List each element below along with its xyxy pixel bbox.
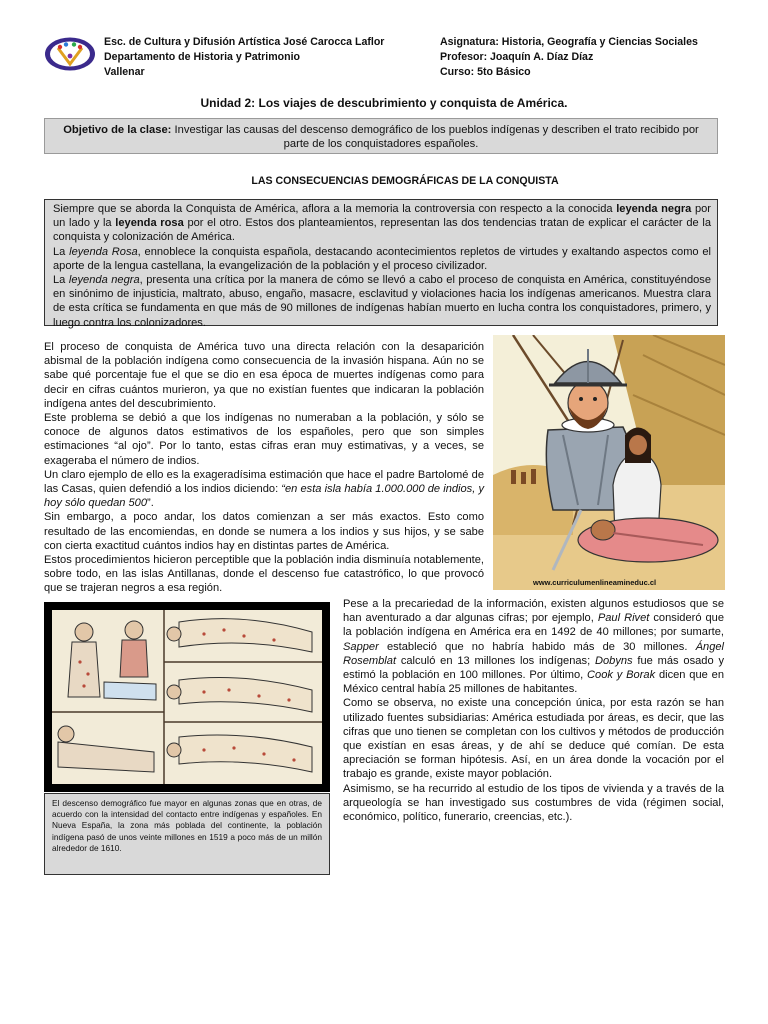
text-run: leyenda Rosa <box>69 245 138 258</box>
text-run: dicen que en México central había 25 millones de habitantes. <box>343 669 724 696</box>
subject-line: Asignatura: Historia, Geografía y Ciencias Sociales <box>440 36 698 48</box>
objective-label: Objetivo de la clase: <box>63 124 172 136</box>
left-column-text <box>44 340 484 596</box>
left-paragraphs-paragraph <box>44 468 484 511</box>
text-run: leyenda rosa <box>115 217 184 230</box>
unit-title: Unidad 2: Los viajes de descubrimiento y conquista de América. <box>200 96 568 110</box>
city-name: Vallenar <box>104 66 145 78</box>
caption-text: El descenso demográfico fue mayor en algunas zonas que en otras, de acuerdo con la intensidad del contacto entre indígenas y españoles. En Nueva España, la zona más poblada del continente, la población indígena pasó de unos veinte millones en 1519 a poco más de un millón alrededor de 1610. <box>52 798 322 853</box>
text-run: El proceso de conquista de América tuvo una directa relación con la desaparición abismal de la población indígena como consecuencia de la invasión hispana. Aún no se sabe qué porcentaje fue el que se dio en esa época de muertes indígenas como para decir en cifras cuántos murieron, ya que no existían fuentes que indicaran la población indígena antes del descubrimiento. <box>44 341 484 410</box>
text-run: , ennoblece la conquista española, destacando acontecimientos repletos de virtudes y exaltando aspectos como el aporte de la lengua castellana, la evangelización de la población y el proceso civilizador. <box>53 245 712 272</box>
header-course-info <box>440 35 698 80</box>
text-run: Ángel Rosemblat <box>343 640 724 667</box>
text-run: “en esta isla había 1.000.000 de indios, y hoy sólo quedan 500 <box>44 483 484 510</box>
teacher-line: Profesor: Joaquín A. Díaz Díaz <box>440 51 594 63</box>
objective-box <box>44 118 718 154</box>
text-run: Este problema se debió a que los indígenas no numeraban a la población, y sólo se conoce de algunos datos estimativos de los españoles, pero que son simples estimaciones “al ojo”. Por lo tanto, estas cifras eran muy estimativas, y a veces, se exageraba el número de indios. <box>44 412 484 467</box>
text-run: Un claro ejemplo de ello es la exageradísima estimación que hace el padre Bartolomé de las Casas, quien defendió a los indios diciendo: <box>44 468 484 496</box>
illustration-watermark: www.curriculumenlineamineduc.cl <box>533 578 657 587</box>
right-column-text <box>343 597 724 824</box>
text-run: consideró que la población indígena en América era en 1492 de 40 millones; por sumarte, <box>343 612 725 639</box>
left-paragraphs-paragraph <box>44 553 484 596</box>
department-name: Departamento de Historia y Patrimonio <box>104 51 301 63</box>
text-run: Asimismo, se ha recurrido al estudio de los tipos de vivienda y a través de la arqueología se han investigado sus costumbres de vida (régimen social, económico, político, funerario, creencias, etc.). <box>343 782 724 824</box>
header-school-info <box>104 35 384 80</box>
text-run: Sapper <box>343 640 379 653</box>
text-run: Cook y Borak <box>587 669 656 682</box>
text-run: leyenda negra <box>616 203 692 215</box>
text-run: Siempre que se aborda la Conquista de América, aflora a la memoria la controversia con respecto a la conocida <box>53 203 617 215</box>
text-run: , presenta una crítica por la manera de cómo se llevó a cabo el proceso de conquista en América, constituyéndose en sinónimo de injusticia, maltrato, abuso, engaño, masacre, esclavitud y violaciones hacia los indígenas americanos. Muestra clara de esta crítica se fundamenta en que más de 90 millones de indígenas habían muerto en lucha contra los conquistadores, primero, y luego contra los colonizadores. <box>53 274 712 329</box>
text-run: Dobyns <box>594 654 633 667</box>
text-run: estableció que no habría habido más de 30 millones. <box>378 640 696 653</box>
text-run: Paul Rivet <box>597 612 650 625</box>
text-run: calculó en 13 millones los indígenas; <box>396 654 595 667</box>
right-paragraphs-paragraph <box>343 597 724 696</box>
text-run: por el otro. Estos dos planteamientos, representan las dos tendencias tratan de explicar el carácter de la conquista y colonización de América. <box>53 217 711 244</box>
objective-text: Investigar las causas del descenso demográfico de los pueblos indígenas y describen el trato recibido por parte de los conquistadores españoles. <box>171 124 699 150</box>
intro-paragraph <box>53 273 711 330</box>
image-caption <box>44 793 330 875</box>
text-run: Pese a la precariedad de la información, existen algunos estudiosos que se han aventurado a dar algunas cifras; por ejemplo, <box>343 598 724 625</box>
conquistador-illustration <box>493 335 725 590</box>
intro-paragraph <box>53 245 711 273</box>
text-run: ”. <box>147 497 154 510</box>
left-paragraphs-paragraph <box>44 510 484 553</box>
text-run: Sin embargo, a poco andar, los datos comienzan a ser más exactos. Esto como resultado de las encomiendas, en donde se numera a los indios y sus hijos, y se sabe con cierta exactitud cuántos indios hay en distintas partes de América. <box>44 511 484 552</box>
text-run: por un lado y la <box>53 203 712 230</box>
text-run: leyenda negra <box>68 274 140 287</box>
text-run: fue más osado y estimó la población en 100 millones. Por último, <box>343 654 725 682</box>
course-line: Curso: 5to Básico <box>440 66 531 78</box>
text-run: Estos procedimientos hicieron perceptible que la población india disminuía notablemente, sobre todo, en las islas Antillanas, donde el descenso fue catastrófico, lo que provocó que se trajeran negros a esa región. <box>44 554 484 595</box>
school-logo <box>44 36 96 72</box>
intro-paragraph <box>53 202 711 245</box>
school-name: Esc. de Cultura y Difusión Artística José Carocca Laflor <box>104 36 385 48</box>
text-run: Como se observa, no existe una concepción única, por esta razón se han utilizado fuentes subsidiarias: América estudiada por áreas, es decir, que las cifras que uno tienen se completan con los cultivos y métodos de producción que existían en esas áreas, y de ahí se deduce qué comían. De esta apreciación se forman hipótesis. Así, en un área donde la vocación por el trabajo es grande, existe mayor población. <box>343 697 724 781</box>
right-paragraphs-paragraph <box>343 782 724 825</box>
right-paragraphs-paragraph <box>343 696 724 781</box>
left-paragraphs-paragraph <box>44 411 484 468</box>
codex-illustration <box>44 602 330 792</box>
left-paragraphs-paragraph <box>44 340 484 411</box>
text-run: La <box>53 274 69 287</box>
intro-box <box>44 199 718 329</box>
section-title: LAS CONSECUENCIAS DEMOGRÁFICAS DE LA CONQUISTA <box>251 175 559 187</box>
text-run: La <box>53 245 70 258</box>
